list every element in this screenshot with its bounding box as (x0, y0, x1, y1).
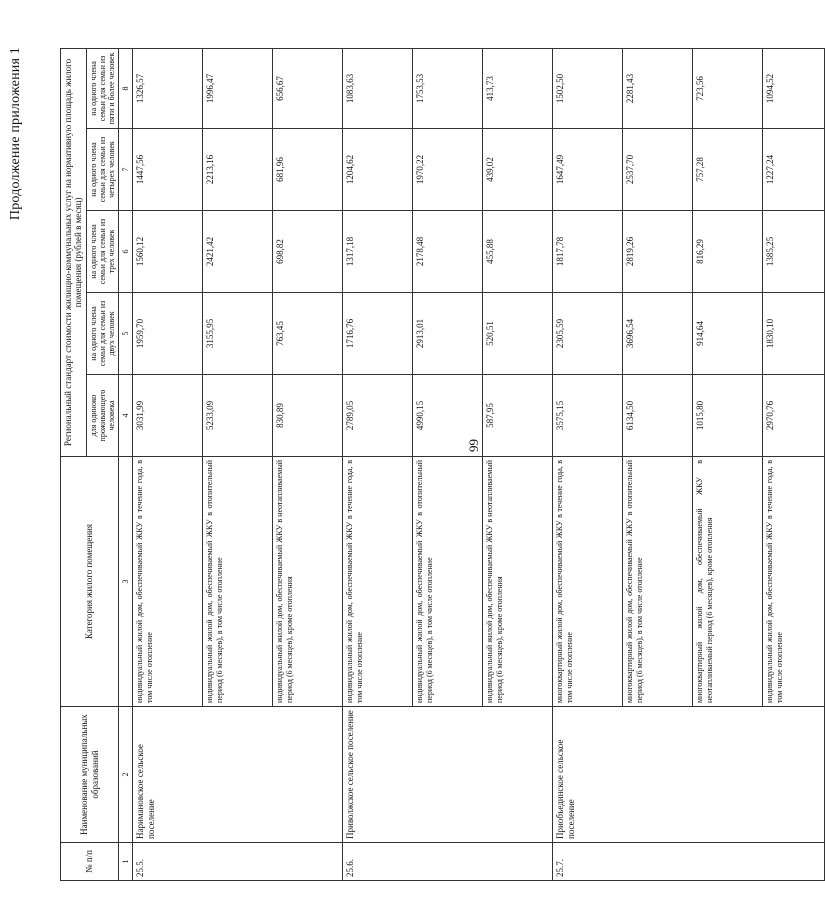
value-cell: 1753,53 (413, 48, 483, 128)
header-municipality: Наименование муниципальных образований (61, 707, 119, 843)
value-cell: 656,67 (273, 48, 343, 128)
row-number: 25.7. (553, 843, 825, 881)
page-number: 99 (466, 439, 481, 452)
value-cell: 2178,48 (413, 211, 483, 293)
value-cell: 816,29 (693, 211, 763, 293)
value-cell: 1094,52 (763, 48, 825, 128)
category-cell: индивидуальный жилой дом, обеспечиваемый ЖКУ в отопительный период (6 месяцев), в том числе отопление (203, 457, 273, 707)
value-cell: 3031,99 (133, 375, 203, 457)
value-cell: 723,56 (693, 48, 763, 128)
header-no: № п/п (61, 843, 119, 881)
value-cell: 1959,70 (133, 293, 203, 375)
category-cell: многоквартирный жилой дом, обеспечиваемый ЖКУ в отопительный период (6 месяцев), в том числе отопление (623, 457, 693, 707)
value-cell: 3696,54 (623, 293, 693, 375)
municipality-name: Приволжское сельское поселение (343, 707, 553, 843)
value-cell: 587,95 (483, 375, 553, 457)
continuation-title: Продолжение приложения 1 (8, 47, 23, 221)
table-row (133, 48, 203, 880)
col-number: 7 (119, 129, 133, 211)
value-cell: 1647,49 (553, 129, 623, 211)
value-cell: 2789,05 (343, 375, 413, 457)
value-cell: 1560,12 (133, 211, 203, 293)
category-cell: индивидуальный жилой дом, обеспечиваемый ЖКУ в течение года, в том числе отопление (763, 457, 825, 707)
value-cell: 520,51 (483, 293, 553, 375)
value-cell: 4990,15 (413, 375, 483, 457)
header-sub-2: на одного члена семьи для семьи из двух человек (86, 293, 119, 375)
value-cell: 1447,56 (133, 129, 203, 211)
category-cell: индивидуальный жилой дом, обеспечиваемый ЖКУ в отопительный период (6 месяцев), в том числе отопление (413, 457, 483, 707)
value-cell: 5233,09 (203, 375, 273, 457)
municipality-name: Приобъединское сельское поселение (553, 707, 825, 843)
header-category: Категория жилого помещения (61, 457, 119, 707)
col-number: 1 (119, 843, 133, 881)
value-cell: 455,88 (483, 211, 553, 293)
row-number: 25.5. (133, 843, 343, 881)
value-cell: 2305,59 (553, 293, 623, 375)
header-sub-3: на одного члена семьи для семьи из трех человек (86, 211, 119, 293)
value-cell: 1083,63 (343, 48, 413, 128)
value-cell: 2281,43 (623, 48, 693, 128)
value-cell: 2213,16 (203, 129, 273, 211)
value-cell: 2970,76 (763, 375, 825, 457)
value-cell: 3155,95 (203, 293, 273, 375)
category-cell: индивидуальный жилой дом, обеспечиваемый ЖКУ в неотапливаемый период (6 месяцев), кроме отопления (483, 457, 553, 707)
col-number: 5 (119, 293, 133, 375)
table-row (553, 48, 623, 880)
header-sub-5: на одного члена семьи для семьи из пяти и более человек (86, 48, 119, 128)
value-cell: 1204,62 (343, 129, 413, 211)
value-cell: 6134,50 (623, 375, 693, 457)
value-cell: 1830,10 (763, 293, 825, 375)
category-cell: многоквартирный жилой дом, обеспечиваемый ЖКУ в течение года, в том числе отопление (553, 457, 623, 707)
municipality-name: Наримановское сельское поселение (133, 707, 343, 843)
value-cell: 2913,01 (413, 293, 483, 375)
category-cell: индивидуальный жилой дом, обеспечиваемый ЖКУ в течение года, в том числе отопление (133, 457, 203, 707)
value-cell: 1970,22 (413, 129, 483, 211)
value-cell: 698,82 (273, 211, 343, 293)
value-cell: 1326,57 (133, 48, 203, 128)
value-cell: 1817,78 (553, 211, 623, 293)
standards-table (60, 48, 825, 881)
value-cell: 681,96 (273, 129, 343, 211)
value-cell: 439,02 (483, 129, 553, 211)
value-cell: 2819,26 (623, 211, 693, 293)
col-number: 6 (119, 211, 133, 293)
value-cell: 1716,76 (343, 293, 413, 375)
value-cell: 914,64 (693, 293, 763, 375)
value-cell: 763,45 (273, 293, 343, 375)
table-row (343, 48, 413, 880)
value-cell: 1227,24 (763, 129, 825, 211)
category-cell: многоквартирный жилой дом, обеспечиваемый ЖКУ в неотапливаемый период (6 месяцев), кроме отопления (693, 457, 763, 707)
value-cell: 830,89 (273, 375, 343, 457)
value-cell: 1317,18 (343, 211, 413, 293)
value-cell: 2421,42 (203, 211, 273, 293)
value-cell: 3575,15 (553, 375, 623, 457)
header-sub-4: на одного члена семьи для семьи из четырех человек (86, 129, 119, 211)
col-number: 2 (119, 707, 133, 843)
header-standard-title: Региональный стандарт стоимости жилищно-коммунальных услуг на нормативную площадь жилого помещения (рублей в месяц) (61, 48, 87, 456)
value-cell: 2537,70 (623, 129, 693, 211)
value-cell: 1015,80 (693, 375, 763, 457)
col-number: 3 (119, 457, 133, 707)
category-cell: индивидуальный жилой дом, обеспечиваемый ЖКУ в неотапливаемый период (6 месяцев), кроме отопления (273, 457, 343, 707)
value-cell: 413,73 (483, 48, 553, 128)
value-cell: 1502,50 (553, 48, 623, 128)
col-number: 4 (119, 375, 133, 457)
row-number: 25.6. (343, 843, 553, 881)
header-sub-1: для одиноко проживающего человека (86, 375, 119, 457)
document-sheet (0, 37, 784, 905)
value-cell: 1385,25 (763, 211, 825, 293)
category-cell: индивидуальный жилой дом, обеспечиваемый ЖКУ в течение года, в том числе отопление (343, 457, 413, 707)
value-cell: 1996,47 (203, 48, 273, 128)
value-cell: 757,28 (693, 129, 763, 211)
col-number: 8 (119, 48, 133, 128)
